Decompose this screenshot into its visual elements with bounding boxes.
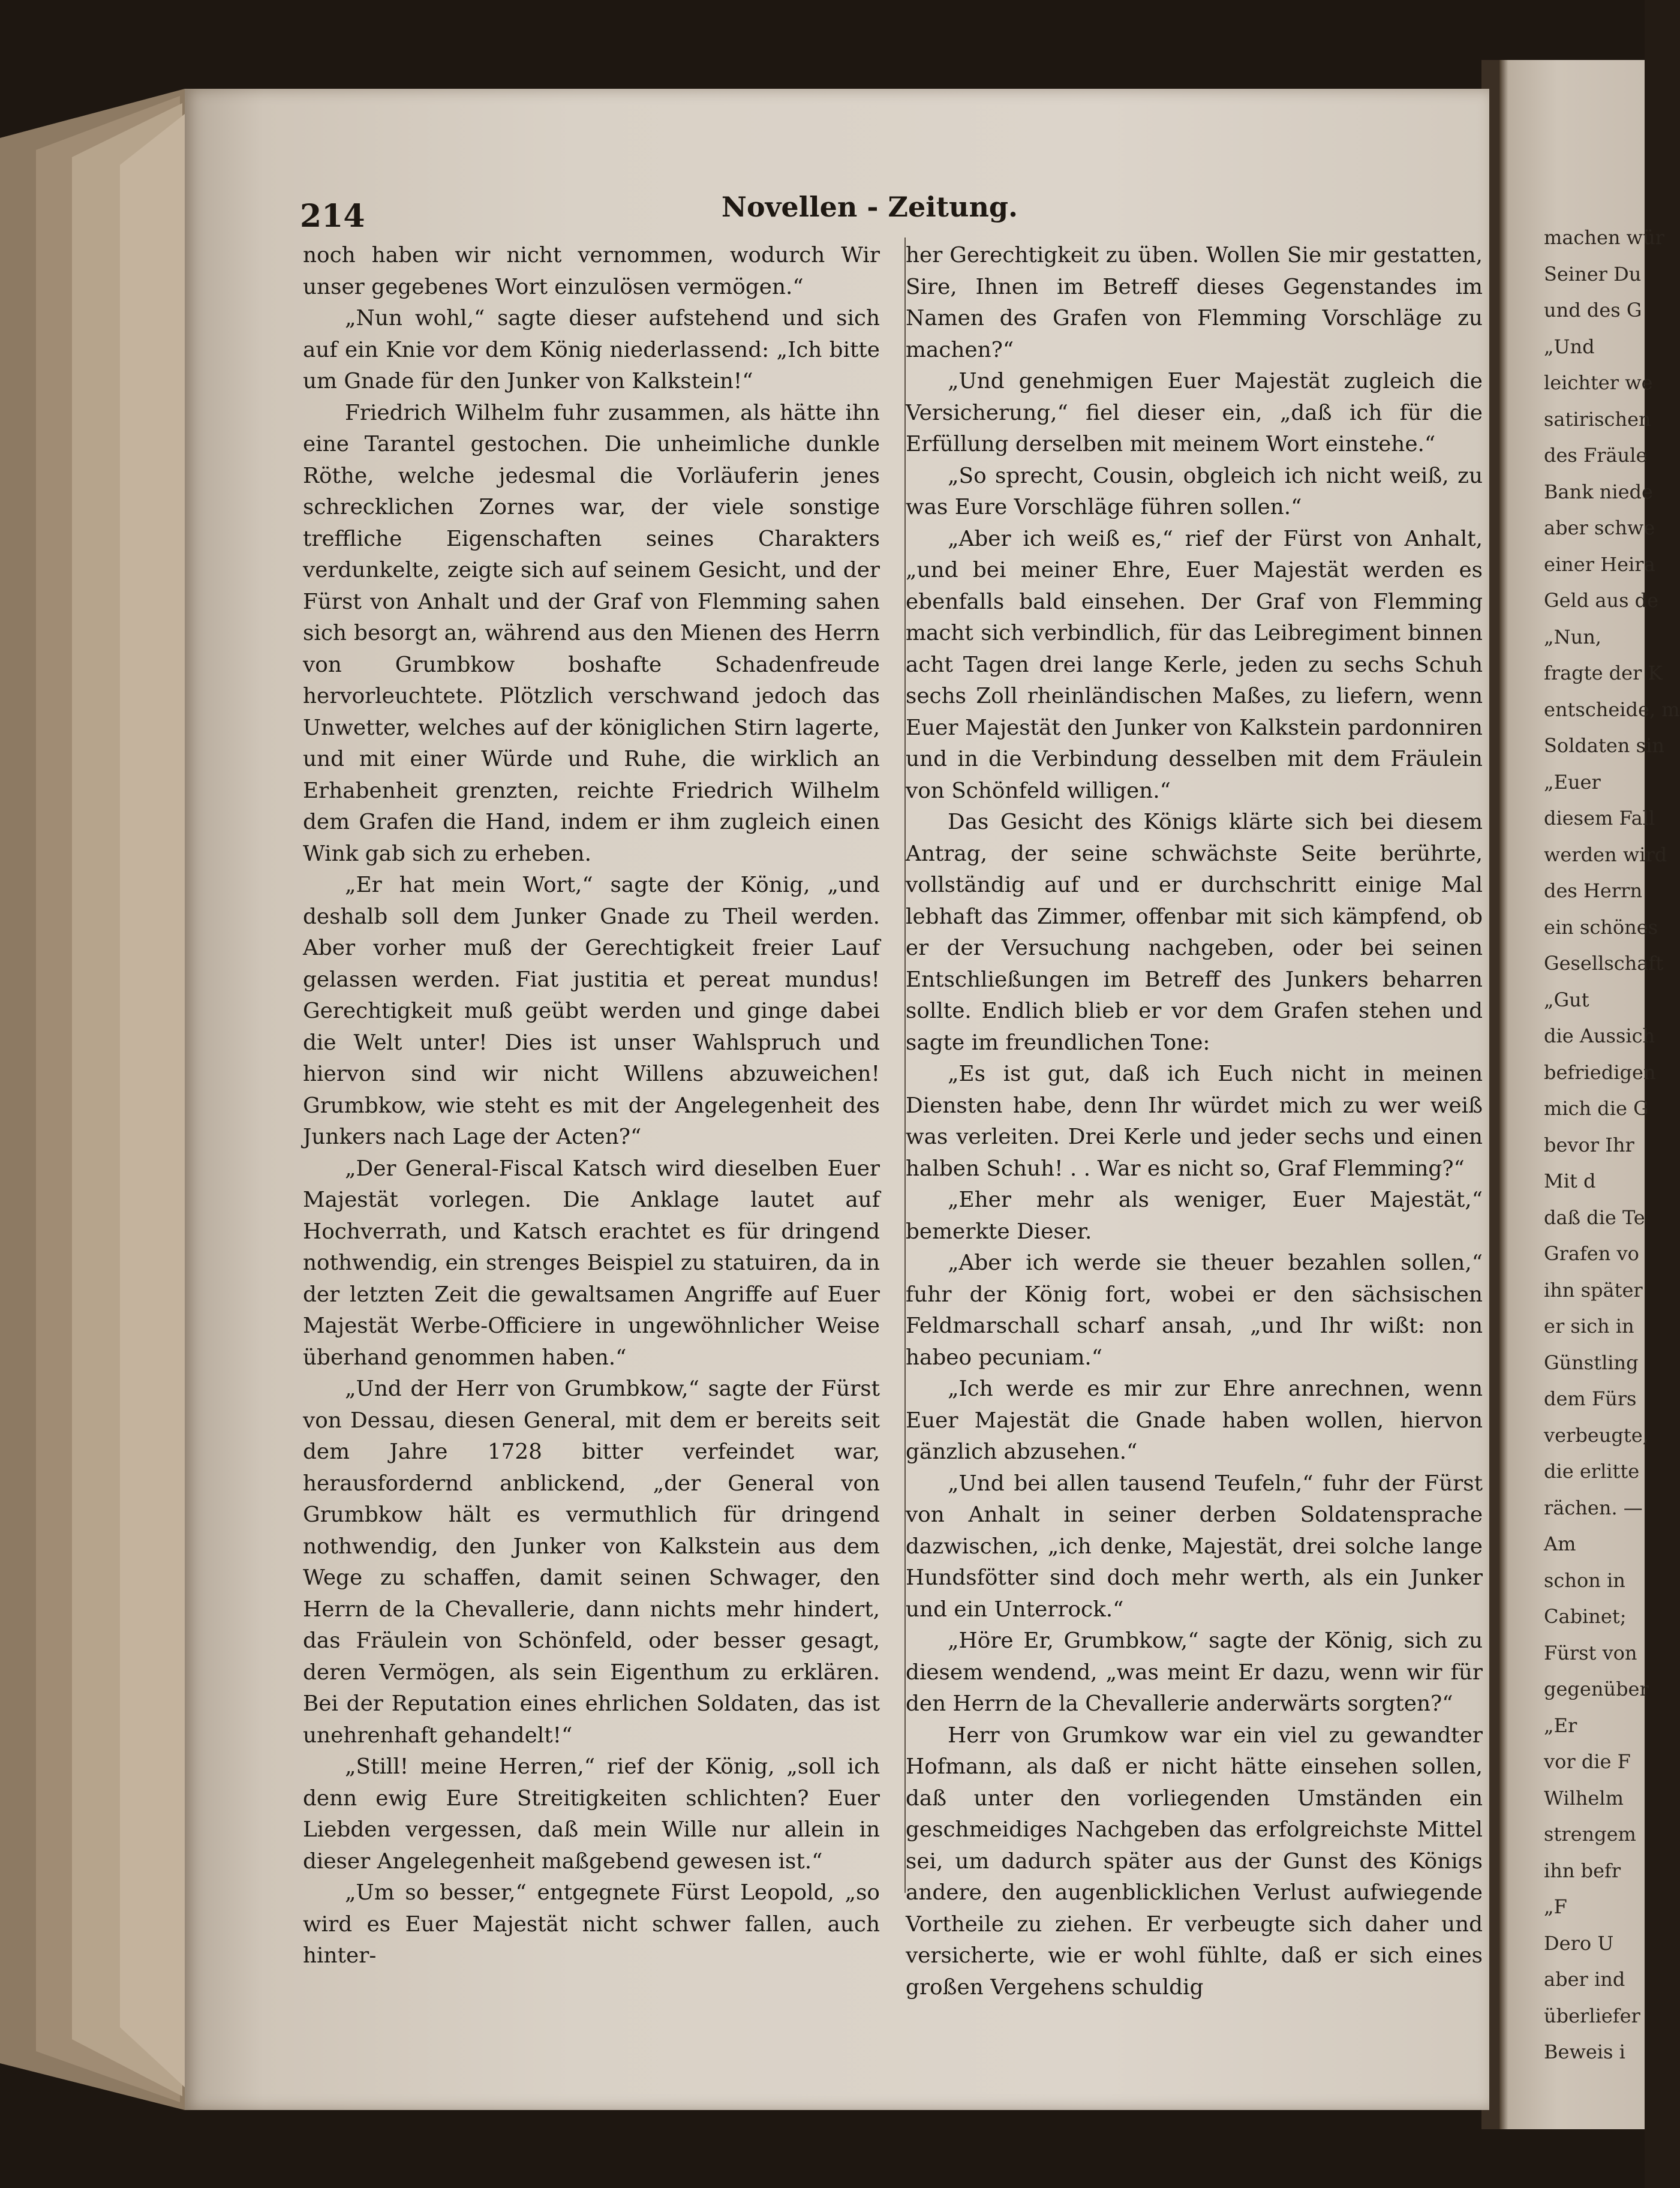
- next-page-line-fragment: „Er: [1544, 1714, 1577, 1737]
- paragraph: „Und der Herr von Grumbkow,“ sagte der Fürst von Dessau, diesen General, mit dem er bereits seit dem Jahre 1728 bitter verfeindet war, herausfordernd anblickend, „der General von Grumbkow hält es vermuthlich für dringend nothwendig, den Junker von Kalkstein aus dem Wege zu schaffen, damit seinen Schwager, den Herrn de la Chevallerie, dann nichts mehr hindert, das Fräulein von Schönfeld, oder besser gesagt, deren Vermögen, als sein Eigenthum zu erklären. Bei der Reputation eines ehrlichen Soldaten, das ist unehrenhaft gehandelt!“: [303, 1376, 880, 1748]
- next-page-line-fragment: und des G: [1544, 299, 1642, 321]
- text-column-right: [906, 240, 1483, 2003]
- paragraph: Das Gesicht des Königs klärte sich bei diesem Antrag, der seine schwächste Seite berührte, vollständig auf und er durchschritt einige Mal lebhaft das Zimmer, offenbar mit sich kämpfend, ob er der Versuchung nachgeben, oder bei seinen Entschließungen im Betreff des Junkers beharren sollte. Endlich blieb er vor dem Grafen stehen und sagte im freundlichen Tone:: [906, 810, 1483, 1055]
- next-page-line-fragment: bevor Ihr: [1544, 1133, 1634, 1156]
- next-page-line-fragment: befriedigen: [1544, 1060, 1656, 1084]
- next-page-line-fragment: fragte der K: [1544, 662, 1663, 684]
- next-page-line-fragment: Geld aus de: [1544, 589, 1659, 612]
- next-page-line-fragment: mich die G: [1544, 1097, 1649, 1120]
- next-page-line-fragment: des Fräule: [1544, 444, 1648, 467]
- paragraph: „Aber ich werde sie theuer bezahlen sollen,“ fuhr der König fort, wobei er den sächsischen Feldmarschall scharf ansah, „und Ihr wißt: non habeo pecuniam.“: [906, 1251, 1483, 1370]
- next-page-line-fragment: ihn später: [1544, 1278, 1643, 1302]
- next-page-line-fragment: machen wür: [1544, 226, 1664, 249]
- next-page-line-fragment: ihn befr: [1544, 1859, 1621, 1882]
- next-page-line-fragment: daß die Te: [1544, 1206, 1645, 1229]
- paragraph: „Er hat mein Wort,“ sagte der König, „und deshalb soll dem Junker Gnade zu Theil werden. Aber vorher muß der Gerechtigkeit freier Lauf gelassen werden. Fiat justitia et pereat mundus! Gerechtigkeit muß geübt werden und ginge dabei die Welt unter! Dies ist unser Wahlspruch und hiervon sind wir nicht Willens abzuweichen! Grumbkow, wie steht es mit der Angelegenheit des Junkers nach Lage der Acten?“: [303, 873, 880, 1149]
- next-page-line-fragment: Grafen vo: [1544, 1242, 1639, 1265]
- next-page-line-fragment: des Herrn: [1544, 879, 1643, 902]
- paragraph: „Still! meine Herren,“ rief der König, „soll ich denn ewig Eure Streitigkeiten schlichten? Euer Liebden vergessen, daß mein Wille nur allein in dieser Angelegenheit maßgebend gewesen ist.“: [303, 1754, 880, 1874]
- paragraph: Friedrich Wilhelm fuhr zusammen, als hätte ihn eine Tarantel gestochen. Die unheimliche dunkle Röthe, welche jedesmal die Vorläuferin jenes schrecklichen Zornes war, der viele sonstige treffliche Eigenschaften seines Charakters verdunkelte, zeigte sich auf seinem Gesicht, und der Fürst von Anhalt und der Graf von Flemming sahen sich besorgt an, während aus den Mienen des Herrn von Grumbkow boshafte Schadenfreude hervorleuchtete. Plötzlich verschwand jedoch das Unwetter, welches auf der königlichen Stirn lagerte, und mit einer Würde und Ruhe, die wirklich an Erhabenheit grenzten, reichte Friedrich Wilhelm dem Grafen die Hand, indem er ihm zugleich einen Wink gab sich zu erheben.: [303, 400, 880, 866]
- text-column-left: [303, 240, 880, 1972]
- next-page-line-fragment: aber ind: [1544, 1968, 1625, 1991]
- page-number: 214: [300, 198, 365, 235]
- next-page-line-fragment: die erlitte: [1544, 1460, 1640, 1483]
- paragraph: Herr von Grumkow war ein viel zu gewandter Hofmann, als daß er nicht hätte einsehen sollen, daß unter den vorliegenden Umständen ein geschmeidiges Nachgeben das erfolgreichste Mittel sei, um dadurch später aus der Gunst des Königs andere, den augenblicklichen Verlust aufwiegende Vortheile zu ziehen. Er verbeugte sich daher und versicherte, wie er wohl fühlte, daß er sich eines großen Vergehens schuldig: [906, 1723, 1483, 2000]
- paragraph: „Aber ich weiß es,“ rief der Fürst von Anhalt, „und bei meiner Ehre, Euer Majestät werden es ebenfalls bald einsehen. Der Graf von Flemming macht sich verbindlich, für das Leibregiment binnen acht Tagen drei lange Kerle, jeden zu sechs Schuh sechs Zoll rheinländischen Maßes, zu liefern, wenn Euer Majestät den Junker von Kalkstein pardonniren und in die Verbindung desselben mit dem Fräulein von Schönfeld willigen.“: [906, 526, 1483, 803]
- paragraph: her Gerechtigkeit zu üben. Wollen Sie mir gestatten, Sire, Ihnen im Betreff dieses Gegenstandes im Namen des Grafen von Flemming Vorschläge zu machen?“: [906, 243, 1483, 362]
- next-page-line-fragment: überliefer: [1544, 2004, 1640, 2027]
- next-page-line-fragment: gegenüber: [1544, 1678, 1649, 1700]
- next-page-line-fragment: werden wird: [1544, 843, 1667, 866]
- next-page-line-fragment: aber schwe: [1544, 516, 1655, 539]
- paragraph: „Es ist gut, daß ich Euch nicht in meinen Diensten habe, denn Ihr würdet mich zu wer weiß was verleiten. Drei Kerle und jeder sechs und einen halben Schuh! . . War es nicht so, Graf Flemming?“: [906, 1062, 1483, 1181]
- paragraph: „Und genehmigen Euer Majestät zugleich die Versicherung,“ fiel dieser ein, „daß ich für die Erfüllung derselben mit meinem Wort einstehe.“: [906, 369, 1483, 456]
- next-page-line-fragment: Wilhelm: [1544, 1786, 1624, 1810]
- next-page-line-fragment: einer Heira: [1544, 552, 1655, 576]
- next-page-line-fragment: verbeugte,: [1544, 1423, 1649, 1447]
- next-page-line-fragment: Fürst von: [1544, 1641, 1637, 1664]
- next-page-line-fragment: Am: [1544, 1532, 1576, 1555]
- next-page-edge: [1499, 60, 1680, 2129]
- paragraph: „Eher mehr als weniger, Euer Majestät,“ bemerkte Dieser.: [906, 1188, 1483, 1244]
- next-page-line-fragment: rächen. —: [1544, 1496, 1643, 1519]
- next-page-line-fragment: dem Fürs: [1544, 1387, 1637, 1410]
- next-page-line-fragment: die Aussich: [1544, 1024, 1655, 1047]
- next-page-line-fragment: diesem Fall: [1544, 807, 1655, 829]
- next-page-line-fragment: Dero U: [1544, 1931, 1614, 1955]
- next-page-line-fragment: „Und: [1544, 335, 1595, 358]
- running-head: Novellen - Zeitung.: [721, 191, 1018, 223]
- paragraph: „Höre Er, Grumbkow,“ sagte der König, sich zu diesem wendend, „was meint Er dazu, wenn wir für den Herrn de la Chevallerie anderwärts sorgten?“: [906, 1628, 1483, 1716]
- next-page-line-fragment: ein schönes: [1544, 915, 1658, 939]
- paragraph: „Der General-Fiscal Katsch wird dieselben Euer Majestät vorlegen. Die Anklage lautet auf Hochverrath, und Katsch erachtet es für dringend nothwendig, ein strenges Beispiel zu statuiren, da in der letzten Zeit die gewaltsamen Angriffe auf Euer Majestät Werbe-Officiere in ungewöhnlicher Weise überhand genommen haben.“: [303, 1156, 880, 1370]
- next-page-line-fragment: entscheide, m: [1544, 698, 1680, 721]
- next-page-line-fragment: Beweis i: [1544, 2040, 1625, 2063]
- next-page-line-fragment: Cabinet;: [1544, 1605, 1627, 1628]
- next-page-line-fragment: schon in: [1544, 1568, 1625, 1592]
- next-page-line-fragment: Günstling: [1544, 1351, 1639, 1374]
- next-page-line-fragment: Soldaten sin: [1544, 734, 1664, 757]
- next-page-line-fragment: Seiner Du: [1544, 262, 1642, 285]
- paragraph: „So sprecht, Cousin, obgleich ich nicht weiß, zu was Eure Vorschläge führen sollen.“: [906, 463, 1483, 519]
- next-page-line-fragment: Mit d: [1544, 1170, 1596, 1192]
- next-page-line-fragment: „Euer: [1544, 770, 1601, 794]
- next-page-line-fragment: strengem: [1544, 1823, 1636, 1846]
- next-page-line-fragment: er sich in: [1544, 1315, 1634, 1338]
- next-page-line-fragment: Gesellschaft: [1544, 952, 1664, 975]
- next-page-line-fragment: leichter we: [1544, 371, 1653, 394]
- paragraph: „Und bei allen tausend Teufeln,“ fuhr der Fürst von Anhalt in seiner derben Soldatensprache dazwischen, „ich denke, Majestät, drei solche lange Hundsfötter sind doch mehr werth, als ein Junker und ein Unterrock.“: [906, 1471, 1483, 1622]
- next-page-line-fragment: Bank niede: [1544, 480, 1653, 503]
- paragraph: noch haben wir nicht vernommen, wodurch Wir unser gegebenes Wort einzulösen vermögen.“: [303, 243, 880, 299]
- next-page-line-fragment: „Nun,: [1544, 625, 1601, 648]
- paragraph: „Nun wohl,“ sagte dieser aufstehend und sich auf ein Knie vor dem König niederlassend: „Ich bitte um Gnade für den Junker von Kalkstein!“: [303, 306, 880, 393]
- next-page-line-fragment: „Gut: [1544, 988, 1589, 1011]
- next-page-line-fragment: „F: [1544, 1895, 1567, 1918]
- next-page-line-fragment: satirischen: [1544, 407, 1651, 431]
- next-page-line-fragment: vor die F: [1544, 1750, 1631, 1773]
- paragraph: „Um so besser,“ entgegnete Fürst Leopold, „so wird es Euer Majestät nicht schwer fallen, auch hinter-: [303, 1880, 880, 1968]
- paragraph: „Ich werde es mir zur Ehre anrechnen, wenn Euer Majestät die Gnade haben wollen, hiervon gänzlich abzusehen.“: [906, 1376, 1483, 1464]
